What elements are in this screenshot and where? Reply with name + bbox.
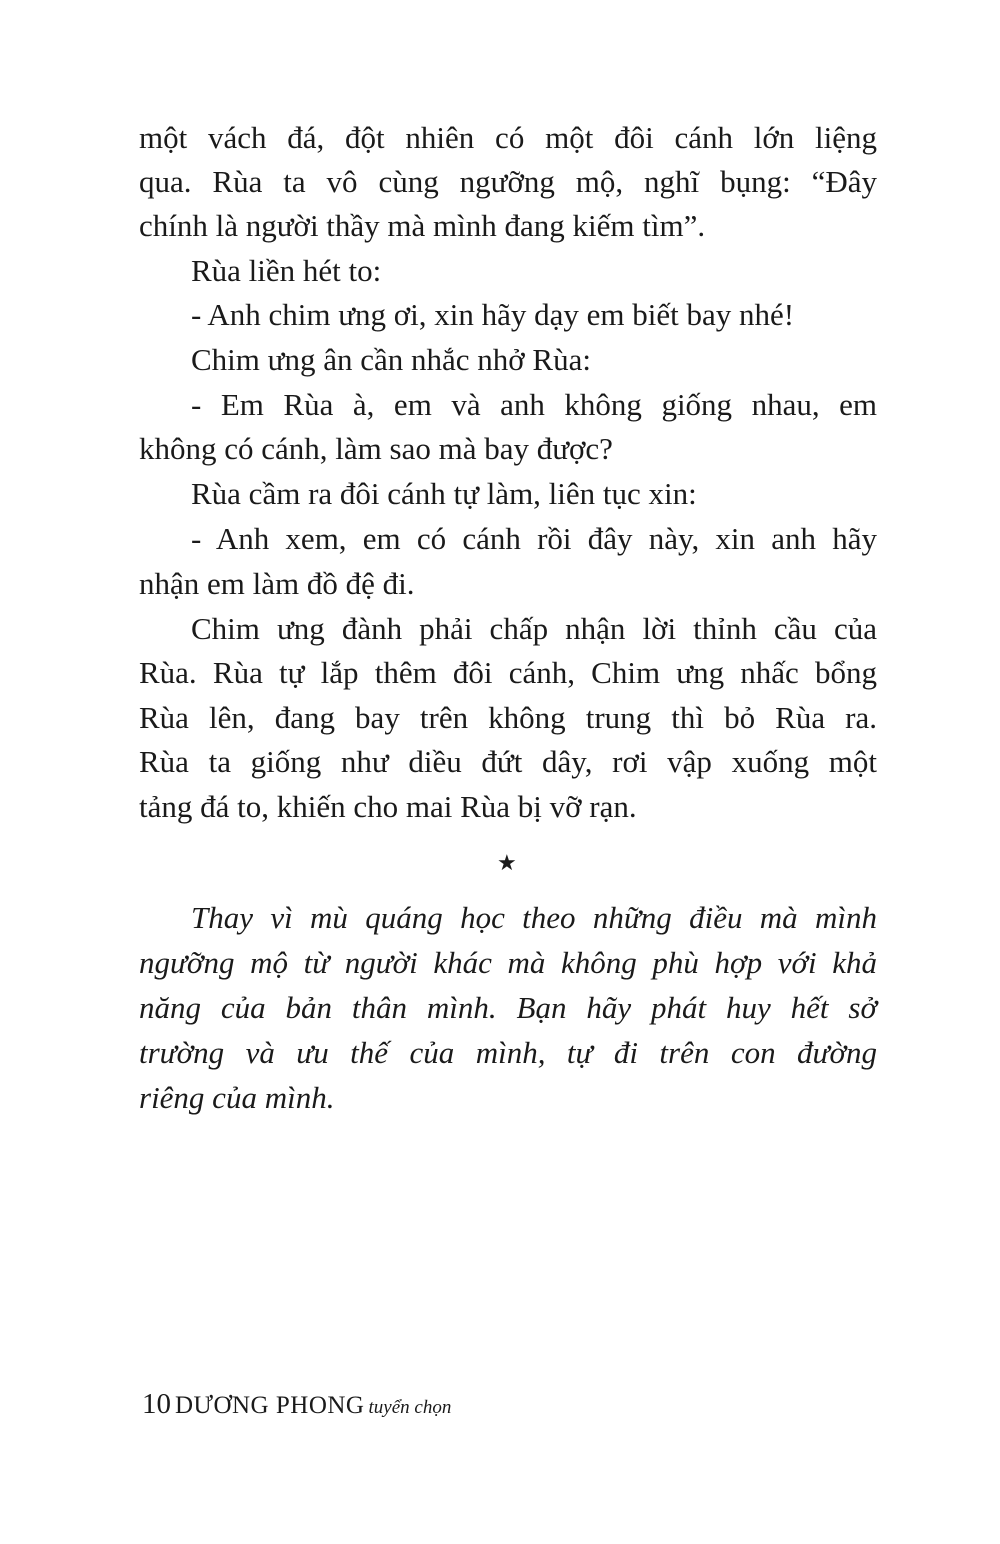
story-line-14: Rùa lên, đang bay trên không trung thì bỏ Rùa ra. [139, 700, 877, 735]
story-line-10: - Anh xem, em có cánh rồi đây này, xin anh hãy [191, 521, 877, 556]
story-line-6: Chim ưng ân cần nhắc nhở Rùa: [191, 342, 591, 377]
page-footer [142, 1388, 451, 1421]
story-line-12: Chim ưng đành phải chấp nhận lời thỉnh cầu của [191, 611, 877, 646]
section-separator-star: ★ [497, 850, 517, 875]
story-line-7: - Em Rùa à, em và anh không giống nhau, em [191, 387, 877, 422]
moral-line-2: ngưỡng mộ từ người khác mà không phù hợp với khả [139, 945, 877, 980]
moral-line-1: Thay vì mù quáng học theo những điều mà mình [191, 900, 877, 935]
story-line-16: tảng đá to, khiến cho mai Rùa bị vỡ rạn. [139, 789, 637, 824]
story-line-2: qua. Rùa ta vô cùng ngưỡng mộ, nghĩ bụng: “Đây [139, 164, 877, 199]
footer-author: DƯƠNG PHONG [175, 1392, 365, 1419]
story-line-8: không có cánh, làm sao mà bay được? [139, 431, 613, 466]
story-line-13: Rùa. Rùa tự lắp thêm đôi cánh, Chim ưng nhấc bổng [139, 655, 877, 690]
moral-line-3: năng của bản thân mình. Bạn hãy phát huy hết sở [139, 990, 877, 1025]
story-line-15: Rùa ta giống như diều đứt dây, rơi vập xuống một [139, 744, 877, 779]
story-line-9: Rùa cầm ra đôi cánh tự làm, liên tục xin: [191, 476, 697, 511]
story-line-3: chính là người thầy mà mình đang kiếm tìm”. [139, 208, 706, 243]
story-line-4: Rùa liền hét to: [191, 253, 382, 288]
moral-line-5: riêng của mình. [139, 1080, 335, 1115]
story-line-5: - Anh chim ưng ơi, xin hãy dạy em biết bay nhé! [191, 297, 795, 332]
story-line-11: nhận em làm đồ đệ đi. [139, 566, 415, 601]
footer-subtitle: tuyển chọn [368, 1397, 452, 1418]
story-line-1: một vách đá, đột nhiên có một đôi cánh lớn liệng [139, 120, 877, 155]
moral-line-4: trường và ưu thế của mình, tự đi trên con đường [139, 1035, 877, 1070]
page-number: 10 [142, 1388, 171, 1420]
